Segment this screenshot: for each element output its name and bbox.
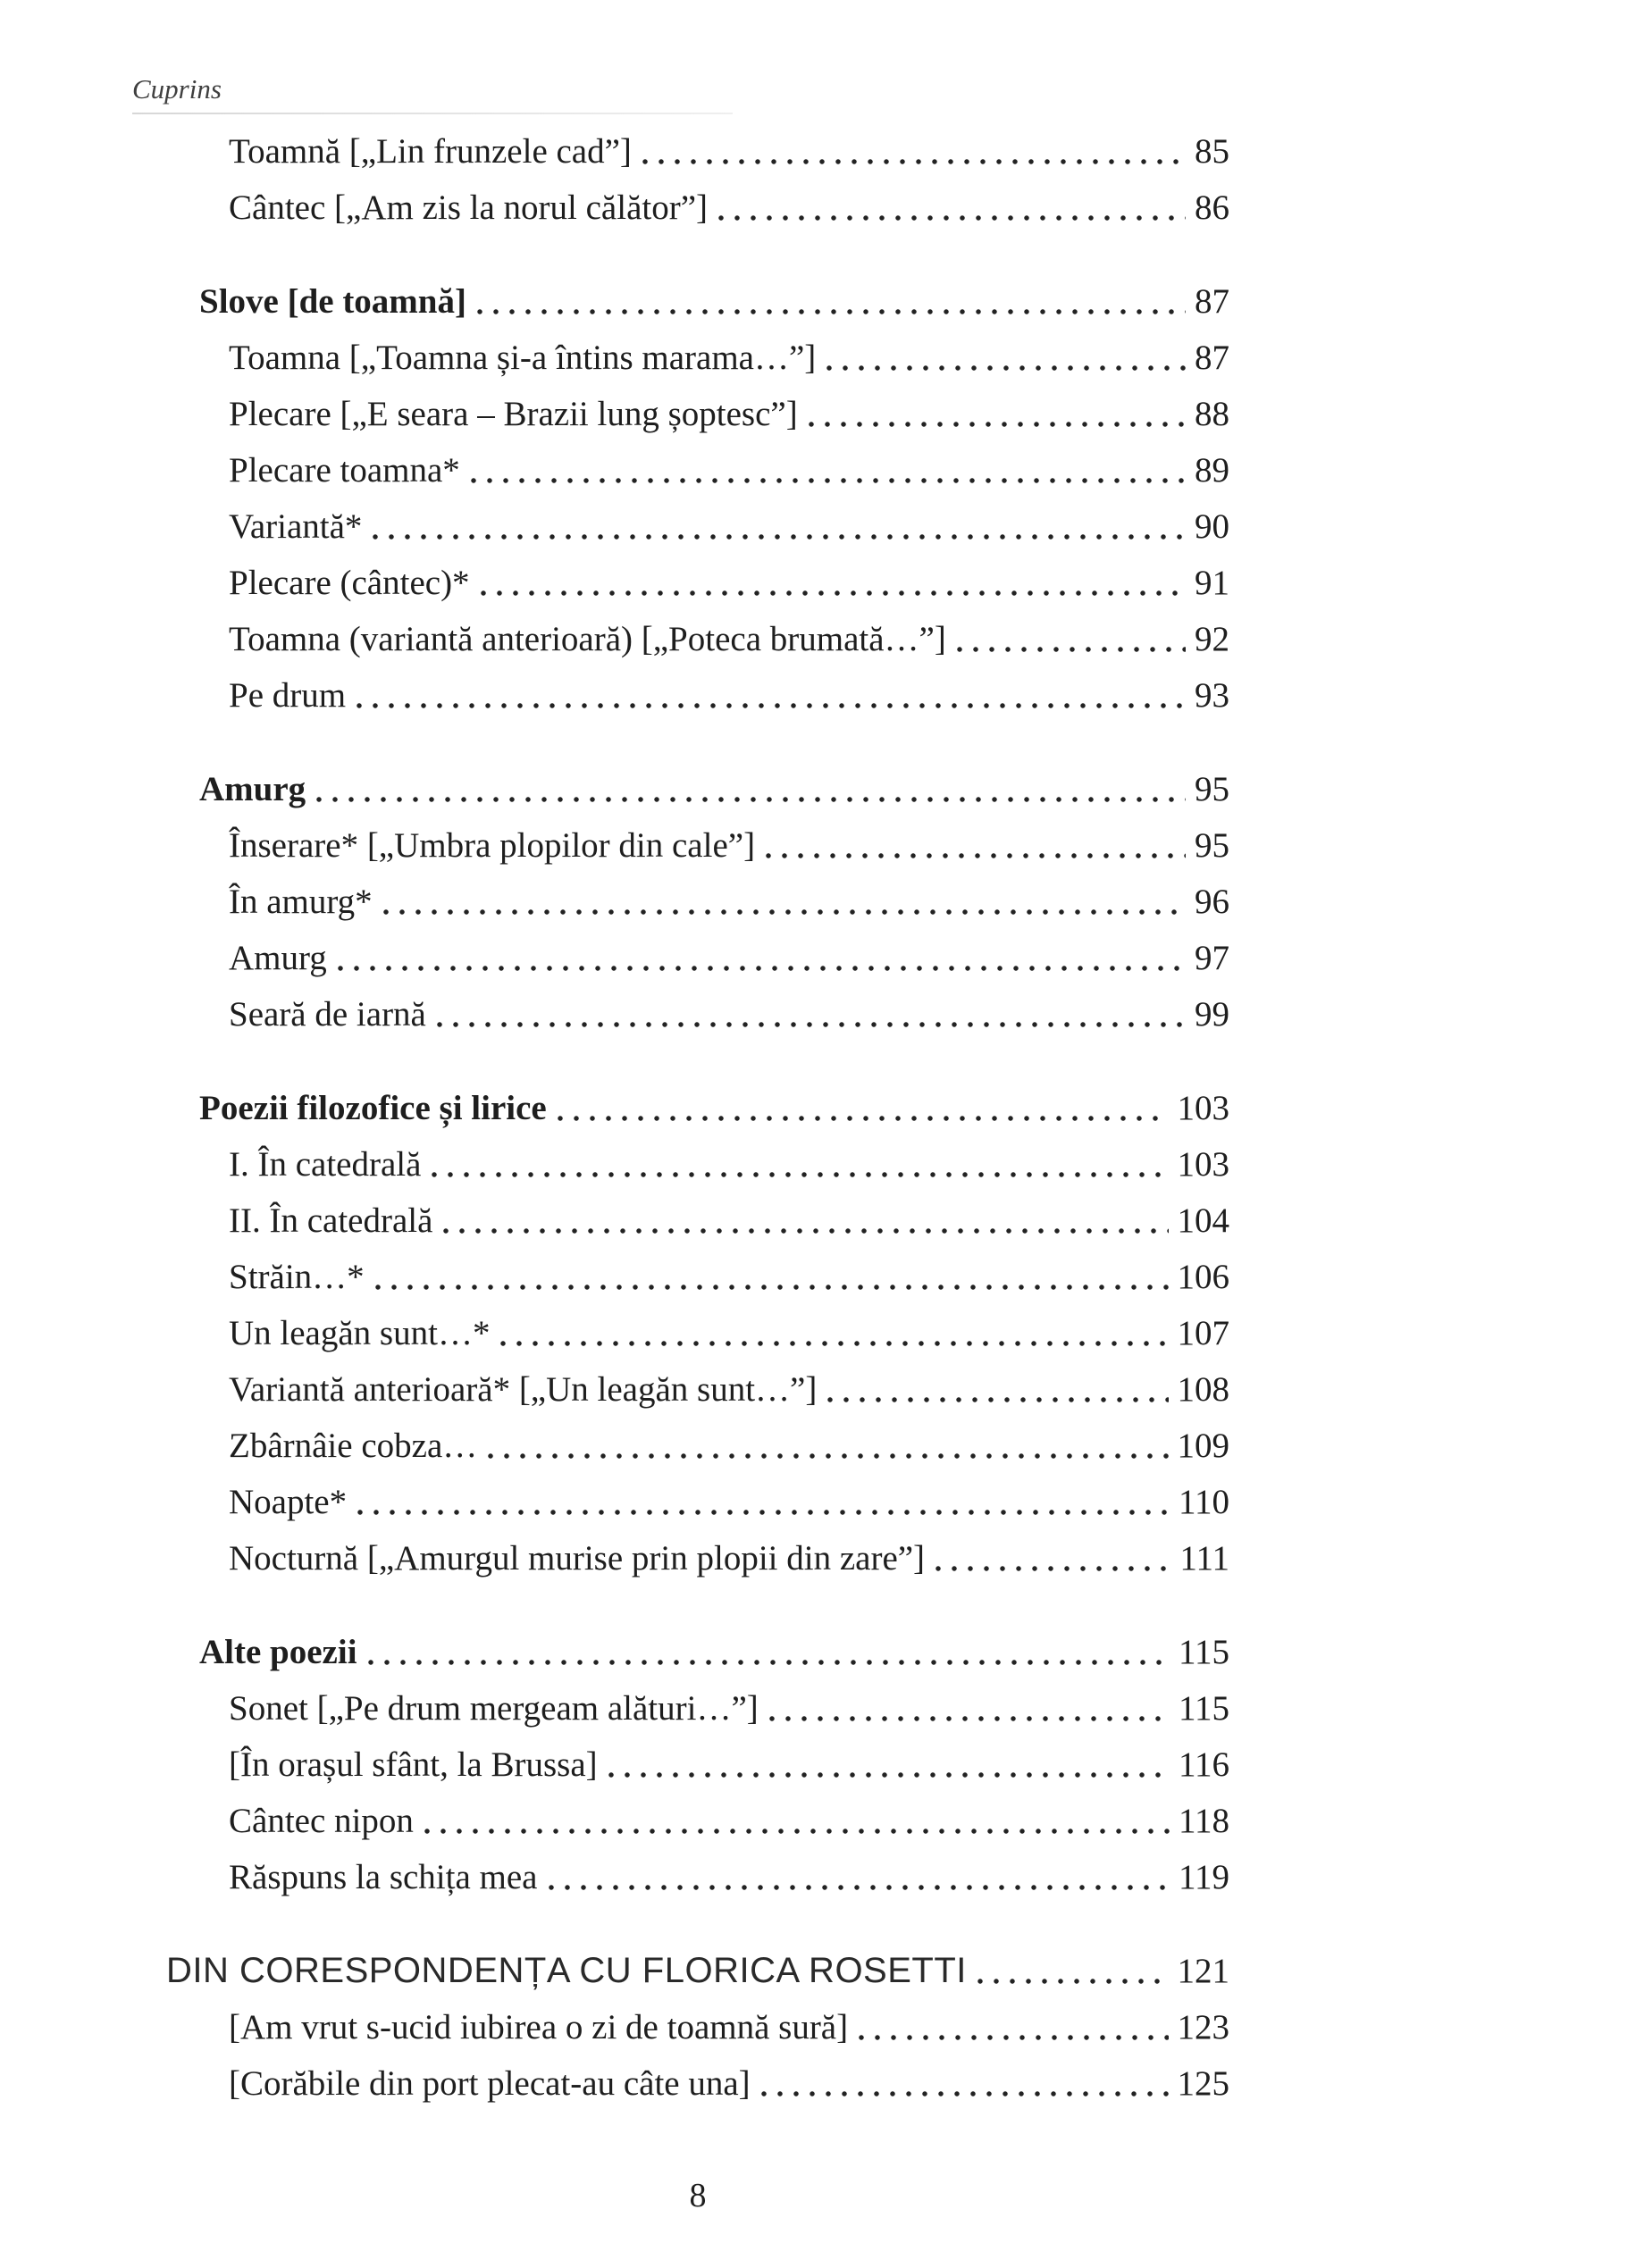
toc-entry-page: 87 — [1195, 282, 1229, 321]
dot-leader — [718, 215, 1186, 221]
toc-entry — [229, 1474, 1229, 1530]
toc-entry-page: 110 — [1178, 1483, 1229, 1521]
toc-entry — [229, 1999, 1229, 2055]
toc-entry-label: Zbârnâie cobza… — [229, 1427, 478, 1465]
toc-entry-label: Plecare (cântec)* — [229, 564, 470, 602]
toc-entry-page: 115 — [1178, 1689, 1229, 1728]
dot-leader — [761, 2091, 1169, 2096]
toc-entry-page: 86 — [1195, 188, 1229, 227]
toc-entry-page: 96 — [1195, 883, 1229, 921]
dot-leader — [357, 1510, 1170, 1515]
toc-entry-page: 121 — [1177, 1952, 1229, 1990]
dot-leader — [368, 1660, 1170, 1665]
toc-entry-label: Înserare* [„Umbra plopilor din cale”] — [229, 826, 756, 865]
toc-entry-page: 97 — [1195, 939, 1229, 977]
toc-entry-label: [Am vrut s-ucid iubirea o zi de toamnă sură] — [229, 2008, 849, 2046]
dot-leader — [558, 1116, 1169, 1121]
toc-entry — [229, 442, 1229, 498]
toc-entry-label: Răspuns la schița mea — [229, 1858, 538, 1896]
toc-entry-label: Seară de iarnă — [229, 995, 426, 1034]
toc-entry-label: Străin…* — [229, 1258, 365, 1296]
toc-entry-label: Variantă anterioară* [„Un leagăn sunt…”] — [229, 1370, 818, 1409]
dot-leader — [809, 422, 1186, 427]
dot-leader — [373, 534, 1186, 540]
toc-entry-label: Cântec [„Am zis la norul călător”] — [229, 188, 709, 227]
dot-leader — [977, 1979, 1169, 1984]
toc-entry — [229, 1680, 1229, 1737]
dot-leader — [769, 1716, 1170, 1721]
dot-leader — [488, 1453, 1168, 1459]
toc-entry-label: I. În catedrală — [229, 1145, 422, 1184]
dot-leader — [935, 1566, 1170, 1571]
dot-leader — [477, 309, 1186, 314]
toc-entry — [229, 180, 1229, 236]
dot-leader — [375, 1285, 1169, 1290]
toc-entry-label: Pe drum — [229, 676, 347, 715]
dot-leader — [357, 703, 1186, 708]
toc-entry-label: Sonet [„Pe drum mergeam alături…”] — [229, 1689, 759, 1728]
toc-entry-label: Plecare [„E seara – Brazii lung șoptesc”] — [229, 395, 798, 433]
toc-entry-page: 103 — [1177, 1089, 1229, 1127]
toc-entry-page: 89 — [1195, 451, 1229, 490]
page-number: 8 — [689, 2177, 707, 2214]
running-header: Cuprins — [132, 73, 222, 105]
toc-entry — [229, 986, 1229, 1042]
toc-entry — [229, 1361, 1229, 1418]
toc-entry-page: 104 — [1177, 1201, 1229, 1240]
toc-entry-page: 91 — [1195, 564, 1229, 602]
dot-leader — [481, 590, 1186, 596]
toc-entry-page: 95 — [1195, 826, 1229, 865]
toc-entry — [229, 874, 1229, 930]
toc-entry-label: Noapte* — [229, 1483, 348, 1521]
toc-entry — [229, 1849, 1229, 1905]
toc-list — [166, 123, 1229, 2112]
toc-entry-page: 106 — [1177, 1258, 1229, 1296]
toc-entry — [229, 1793, 1229, 1849]
toc-entry — [229, 1737, 1229, 1793]
dot-leader — [316, 797, 1186, 802]
toc-entry-page: 92 — [1195, 620, 1229, 658]
toc-entry-label: Toamna (variantă anterioară) [„Poteca brumată…”] — [229, 620, 946, 658]
header-rule — [132, 113, 733, 114]
toc-entry-page: 99 — [1195, 995, 1229, 1034]
toc-entry-label: În amurg* — [229, 883, 373, 921]
toc-entry — [229, 1305, 1229, 1361]
toc-entry-label: II. În catedrală — [229, 1201, 433, 1240]
toc-entry — [199, 761, 1229, 817]
toc-entry — [229, 2055, 1229, 2112]
toc-entry — [229, 1193, 1229, 1249]
toc-entry-label: Amurg — [229, 939, 327, 977]
toc-entry-label: Nocturnă [„Amurgul murise prin plopii din zare”] — [229, 1539, 926, 1578]
toc-entry — [166, 1943, 1229, 1999]
toc-entry — [229, 498, 1229, 555]
toc-entry — [229, 667, 1229, 724]
dot-leader — [437, 1022, 1186, 1027]
toc-entry — [229, 1530, 1229, 1586]
toc-entry-page: 118 — [1178, 1802, 1229, 1840]
toc-entry — [229, 930, 1229, 986]
toc-entry-page: 119 — [1178, 1858, 1229, 1896]
toc-entry-label: Plecare toamna* — [229, 451, 460, 490]
dot-leader — [471, 478, 1186, 483]
toc-entry-page: 95 — [1195, 770, 1229, 808]
toc-entry — [229, 1136, 1229, 1193]
dot-leader — [500, 1341, 1168, 1346]
dot-leader — [827, 1397, 1168, 1402]
toc-entry-page: 85 — [1195, 132, 1229, 171]
toc-entry — [229, 611, 1229, 667]
toc-entry-label: Amurg — [199, 770, 306, 808]
toc-entry-page: 108 — [1177, 1370, 1229, 1409]
toc-entry-label: [Corăbile din port plecat-au câte una] — [229, 2064, 751, 2103]
dot-leader — [432, 1172, 1168, 1177]
toc-entry — [229, 1249, 1229, 1305]
toc-entry-label: Alte poezii — [199, 1633, 357, 1671]
dot-leader — [549, 1885, 1170, 1890]
dot-leader — [859, 2035, 1168, 2040]
toc-entry — [199, 1080, 1229, 1136]
toc-entry-page: 87 — [1195, 339, 1229, 377]
dot-leader — [608, 1772, 1170, 1778]
dot-leader — [338, 966, 1186, 971]
dot-leader — [642, 159, 1186, 164]
toc-entry-label: Cântec nipon — [229, 1802, 414, 1840]
toc-entry — [229, 555, 1229, 611]
toc-entry-page: 115 — [1178, 1633, 1229, 1671]
dot-leader — [957, 647, 1186, 652]
toc-entry-label: Slove [de toamnă] — [199, 282, 466, 321]
dot-leader — [383, 909, 1186, 915]
toc-entry-label: Toamna [„Toamna și-a întins marama…”] — [229, 339, 817, 377]
toc-entry — [229, 1418, 1229, 1474]
toc-entry-page: 103 — [1177, 1145, 1229, 1184]
toc-entry-page: 125 — [1177, 2064, 1229, 2103]
toc-entry — [229, 817, 1229, 874]
toc-entry-page: 90 — [1195, 507, 1229, 546]
dot-leader — [424, 1829, 1170, 1834]
toc-entry-page: 109 — [1177, 1427, 1229, 1465]
toc-entry-page: 111 — [1179, 1539, 1229, 1578]
toc-entry-page: 93 — [1195, 676, 1229, 715]
toc-entry-label: DIN CORESPONDENȚA CU FLORICA ROSETTI — [166, 1951, 967, 1990]
toc-entry-page: 116 — [1178, 1745, 1229, 1784]
toc-entry — [199, 273, 1229, 330]
toc-entry-label: Variantă* — [229, 507, 363, 546]
toc-entry — [199, 1624, 1229, 1680]
toc-entry-label: Toamnă [„Lin frunzele cad”] — [229, 132, 632, 171]
toc-entry-label: [În orașul sfânt, la Brussa] — [229, 1745, 598, 1784]
toc-entry — [229, 330, 1229, 386]
dot-leader — [826, 365, 1186, 371]
toc-entry-page: 88 — [1195, 395, 1229, 433]
toc-entry — [229, 386, 1229, 442]
dot-leader — [443, 1228, 1168, 1234]
toc-entry-page: 123 — [1177, 2008, 1229, 2046]
toc-entry — [229, 123, 1229, 180]
toc-entry-label: Un leagăn sunt…* — [229, 1314, 491, 1352]
toc-entry-label: Poezii filozofice și lirice — [199, 1089, 547, 1127]
toc-entry-page: 107 — [1177, 1314, 1229, 1352]
dot-leader — [766, 853, 1186, 858]
